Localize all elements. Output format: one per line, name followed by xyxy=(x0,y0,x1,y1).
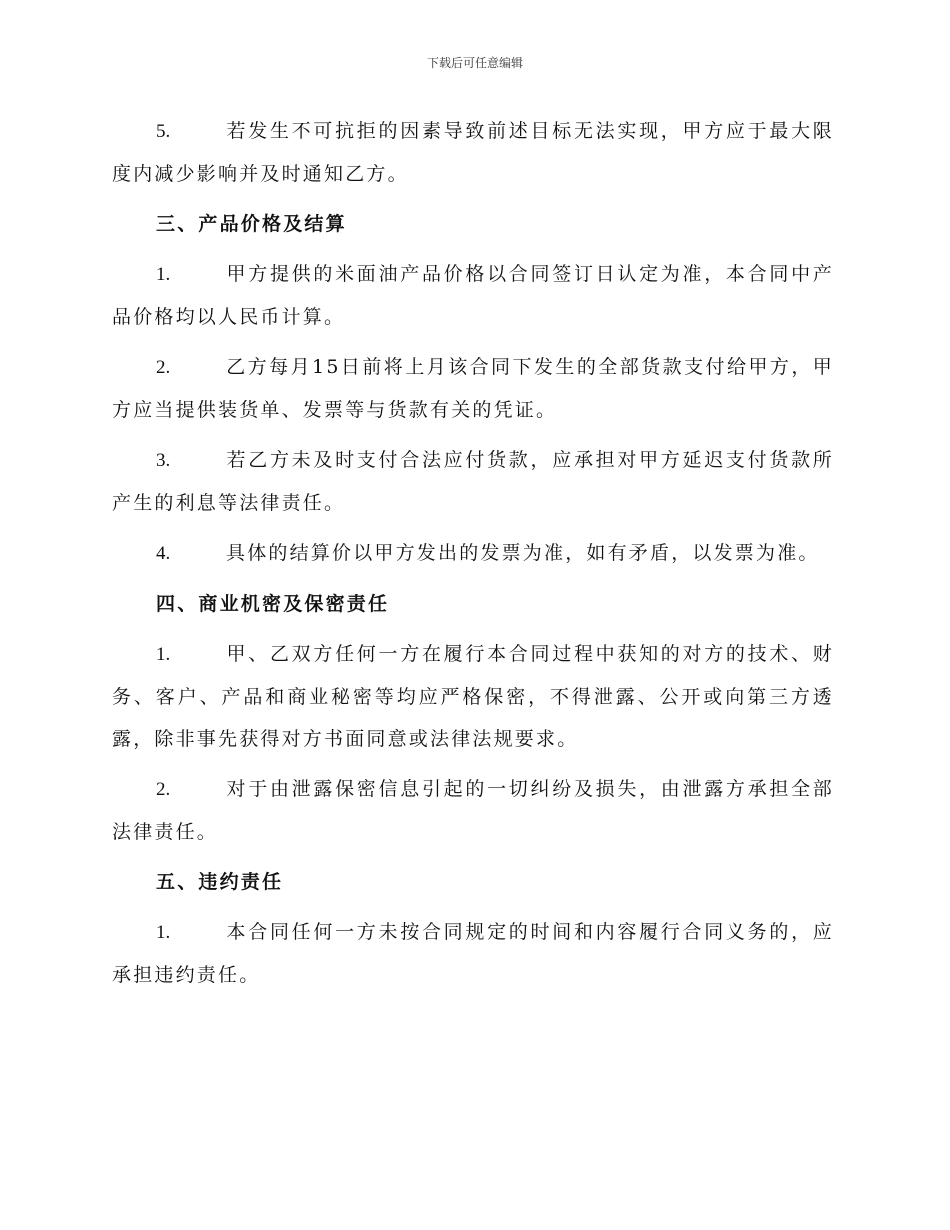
clause-text: 甲、乙双方任何一方在履行本合同过程中获知的对方的技术、财务、客户、产品和商业秘密等均应严格保密，不得泄露、公开或向第三方透露，除非事先获得对方书面同意或法律法规要求。 xyxy=(112,643,834,750)
clause-4-2 xyxy=(112,768,834,853)
clause-text: 乙方每月15日前将上月该合同下发生的全部货款支付给甲方，甲方应当提供装货单、发票等与货款有关的凭证。 xyxy=(112,356,834,421)
clause-number: 5. xyxy=(156,121,171,142)
clause-text: 本合同任何一方未按合同规定的时间和内容履行合同义务的，应承担违约责任。 xyxy=(112,921,834,986)
clause-number: 3. xyxy=(156,450,171,471)
clause-3-4 xyxy=(112,532,834,575)
clause-number: 2. xyxy=(156,357,171,378)
clause-number: 4. xyxy=(156,543,171,564)
clause-text: 具体的结算价以甲方发出的发票为准，如有矛盾，以发票为准。 xyxy=(226,542,820,564)
clause-number: 1. xyxy=(156,644,171,665)
page-header: 下载后可任意编辑 xyxy=(426,56,523,70)
clause-4-1 xyxy=(112,633,834,760)
clause-text: 对于由泄露保密信息引起的一切纠纷及损失，由泄露方承担全部法律责任。 xyxy=(112,778,834,843)
clause-3-2 xyxy=(112,346,834,431)
clause-number: 1. xyxy=(156,264,171,285)
section-heading-3: 三、产品价格及结算 xyxy=(156,213,347,235)
clause-text: 若发生不可抗拒的因素导致前述目标无法实现，甲方应于最大限度内减少影响并及时通知乙方。 xyxy=(112,120,834,185)
clause-number: 2. xyxy=(156,779,171,800)
clause-3-3 xyxy=(112,439,834,524)
clause-5-1 xyxy=(112,911,834,996)
section-heading-4: 四、商业机密及保密责任 xyxy=(156,593,390,615)
clause-2-5 xyxy=(112,110,834,195)
clause-text: 甲方提供的米面油产品价格以合同签订日认定为准，本合同中产品价格均以人民币计算。 xyxy=(112,263,834,328)
document-body xyxy=(112,110,834,1004)
section-heading-5: 五、违约责任 xyxy=(156,871,284,893)
clause-number: 1. xyxy=(156,922,171,943)
clause-text: 若乙方未及时支付合法应付货款，应承担对甲方延迟支付货款所产生的利息等法律责任。 xyxy=(112,449,834,514)
clause-3-1 xyxy=(112,253,834,338)
